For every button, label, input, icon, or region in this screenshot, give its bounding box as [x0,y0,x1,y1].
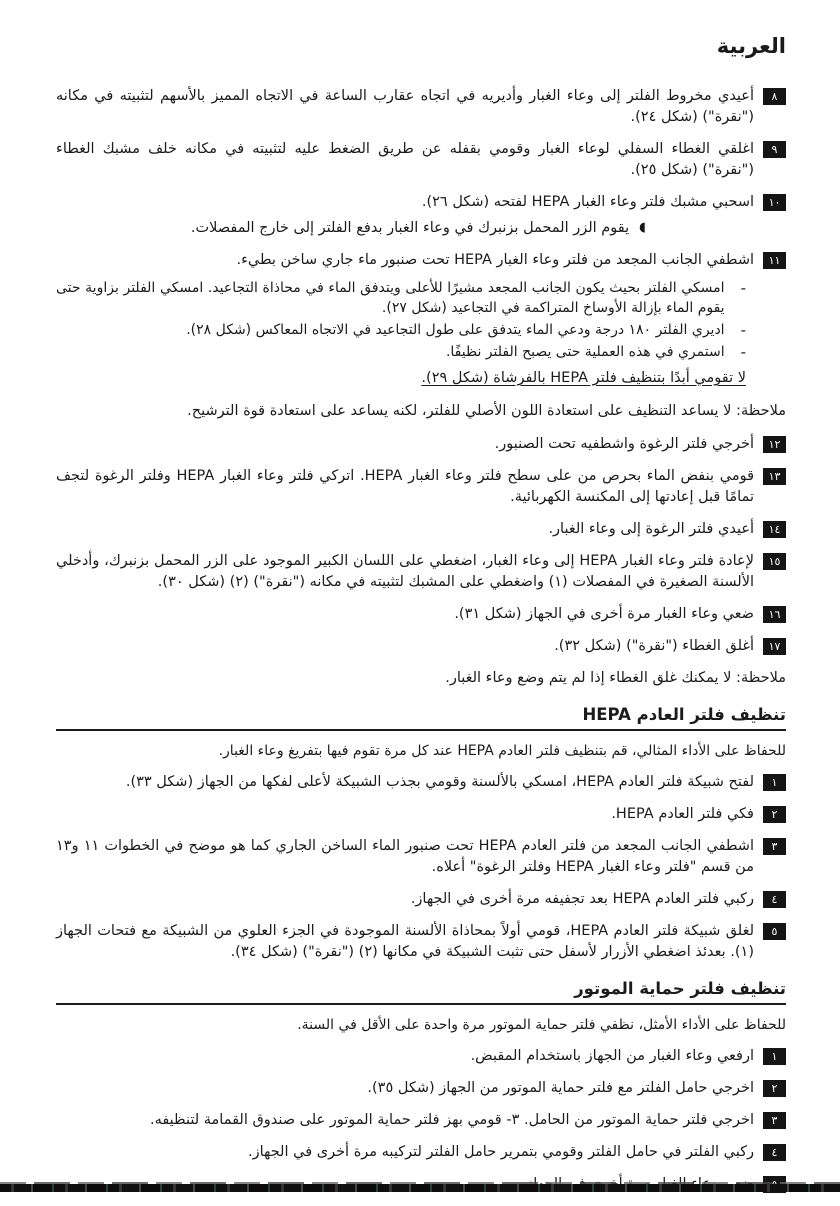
step-row [56,1110,786,1131]
step-number-badge: ١٥ [763,553,786,570]
section-heading-exhaust-filter: تنظيف فلتر العادم HEPA [582,705,786,724]
step-row [56,889,786,910]
step-text: ركبي الفلتر في حامل الفلتر وقومي بتمرير حامل الفلتر لتركيبه مرة أخرى في الجهاز. [247,1144,754,1160]
step-number-badge: ٥ [763,923,786,940]
step-text: أعيدي مخروط الفلتر إلى وعاء الغبار وأديريه في اتجاه عقارب الساعة في الاتجاه المميز بالأسهم لتثبيته في مكانه ("نقرة") (شكل ٢٤). [56,88,754,125]
section-divider [56,1003,786,1005]
step-text: اخرجي حامل الفلتر مع فلتر حماية الموتور من الجهاز (شكل ٣٥). [367,1080,754,1096]
step-row [56,139,786,181]
step-row [56,86,786,128]
step-number-badge: ١ [763,774,786,791]
step-row [56,921,786,963]
step-text: لفتح شبيكة فلتر العادم HEPA، امسكي بالألسنة وقومي بجذب الشبيكة لأعلى لفكها من الجهاز (شكل ٣٣). [125,774,754,790]
step-row [56,1078,786,1099]
sub-dash-text: اديري الفلتر ١٨٠ درجة ودعي الماء يتدفق على طول التجاعيد في الاتجاه المعاكس (شكل ٢٨). [186,322,725,338]
step-text: اشطفي الجانب المجعد من فلتر وعاء الغبار HEPA تحت صنبور ماء جاري ساخن بطيء. [236,252,754,268]
step-text: اشطفي الجانب المجعد من فلتر العادم HEPA تحت صنبور الماء الساخن الجاري كما هو موضح في الخطوات ١١ و١٣ من قسم "فلتر وعاء الغبار HEPA وفلتر الرغوة" أعلاه. [56,838,754,875]
sub-dash-item [56,320,746,340]
step-number-badge: ١٣ [763,468,786,485]
step-row [56,434,786,455]
step-row [56,636,786,657]
dash-icon: - [740,279,746,297]
step-text: ركبي فلتر العادم HEPA بعد تجفيفه مرة أخرى في الجهاز. [410,891,754,907]
step-row [56,250,786,271]
step-text: اسحبي مشبك فلتر وعاء الغبار HEPA لفتحه (شكل ٢٦). [421,194,754,210]
step-text: لإعادة فلتر وعاء الغبار HEPA إلى وعاء الغبار، اضغطي على اللسان الكبير الموجود على الزر المحمل بزنبرك، وأدخلي الألسنة الصغيرة في المفصلات (١) واضغطي على المشبك لتثبيته في مكانه ("نقرة") (٢) (شكل ٣٠). [56,553,754,590]
step-text: أعيدي فلتر الرغوة إلى وعاء الغبار. [548,521,754,537]
spring-note-text: يقوم الزر المحمل بزنبرك في وعاء الغبار بدفع الفلتر إلى خارج المفصلات. [190,220,630,236]
dash-icon: - [740,343,746,361]
step-row [56,836,786,878]
step-text: أغلق الغطاء ("نقرة") (شكل ٣٢). [554,638,754,654]
step-row [56,804,786,825]
step-text: أخرجي فلتر الرغوة واشطفيه تحت الصنبور. [494,436,754,452]
step-number-badge: ١٢ [763,436,786,453]
step-text: ارفعي وعاء الغبار من الجهاز باستخدام المقبض. [470,1048,754,1064]
page-title: العربية [716,34,786,58]
step-row [56,466,786,508]
step-row [56,519,786,540]
step-number-badge: ١٤ [763,521,786,538]
step-row [56,1142,786,1163]
sub-dash-text: استمري في هذه العملية حتى يصبح الفلتر نظيفًا. [445,344,725,360]
step-text: فكي فلتر العادم HEPA. [611,806,754,822]
sub-dash-text: امسكي الفلتر بحيث يكون الجانب المجعد مشيرًا للأعلى ويتدفق الماء في محاذاة التجاعيد. امسكي الفلتر بزاوية حتى يقوم الماء بإزالة الأوساخ المتراكمة في التجاعيد (شكل ٢٧). [56,280,725,316]
section-divider [56,729,786,731]
step-number-badge: ١٦ [763,606,786,623]
step-number-badge: ٨ [763,88,786,105]
step-number-badge: ٣ [763,1112,786,1129]
note-text: ملاحظة: لا يساعد التنظيف على استعادة اللون الأصلي للفلتر، لكنه يساعد على استعادة قوة الترشيح. [187,403,786,419]
step-number-badge: ٤ [763,891,786,908]
step-number-badge: ٤ [763,1144,786,1161]
page-bottom-scan-edge [0,1184,840,1192]
step-number-badge: ٣ [763,838,786,855]
dash-icon: - [740,321,746,339]
note-text: ملاحظة: لا يمكنك غلق الغطاء إذا لم يتم وضع وعاء الغبار. [445,670,786,686]
step-row [56,1046,786,1067]
section-intro: للحفاظ على الأداء الأمثل، نظفي فلتر حماية الموتور مرة واحدة على الأقل في السنة. [297,1017,786,1033]
step-number-badge: ١٠ [763,194,786,211]
page-content [56,0,786,1206]
step-number-badge: ٢ [763,1080,786,1097]
step-number-badge: ١٧ [763,638,786,655]
step-text: اغلقي الغطاء السفلي لوعاء الغبار وقومي بقفله عن طريق الضغط عليه لتثبيته في مكانه خلف مشبك الغطاء ("نقرة") (شكل ٢٥). [56,141,754,178]
sub-dash-item [56,342,746,362]
half-circle-note-icon: ◖ [639,220,646,235]
sub-dash-item [56,278,746,318]
brush-warning-text: لا تقومي أبدًا بتنظيف فلتر HEPA بالفرشاة (شكل ٢٩). [421,370,746,386]
step-number-badge: ١١ [763,252,786,269]
step-number-badge: ٩ [763,141,786,158]
step-text: اخرجي فلتر حماية الموتور من الحامل. ٣- قومي بهز فلتر حماية الموتور على صندوق القمامة لتنظيفه. [149,1112,754,1128]
section-intro: للحفاظ على الأداء المثالي، قم بتنظيف فلتر العادم HEPA عند كل مرة تقوم فيها بتفريغ وعاء الغبار. [218,743,786,759]
step-row [56,772,786,793]
step-text: لغلق شبيكة فلتر العادم HEPA، قومي أولاً بمحاذاة الألسنة الموجودة في الجزء العلوي من الشبيكة مع فتحات الجهاز (١). بعدئذ اضغطي الأزرار لأسفل حتى تثبت الشبيكة في مكانها (٢) ("نقرة") (شكل ٣٤). [56,923,755,960]
step-row [56,551,786,593]
step-row [56,192,786,213]
spring-note-row [56,218,646,239]
step-row [56,604,786,625]
step-number-badge: ٢ [763,806,786,823]
step-text: قومي بنفض الماء بحرص من على سطح فلتر وعاء الغبار HEPA. اتركي فلتر وعاء الغبار HEPA وفلتر الرغوة لتجف تمامًا قبل إعادتها إلى المكنسة الكهربائية. [56,468,755,505]
step-text: ضعي وعاء الغبار مرة أخرى في الجهاز (شكل ٣١). [454,606,754,622]
step-number-badge: ١ [763,1048,786,1065]
section-heading-motor-filter: تنظيف فلتر حماية الموتور [574,979,786,998]
